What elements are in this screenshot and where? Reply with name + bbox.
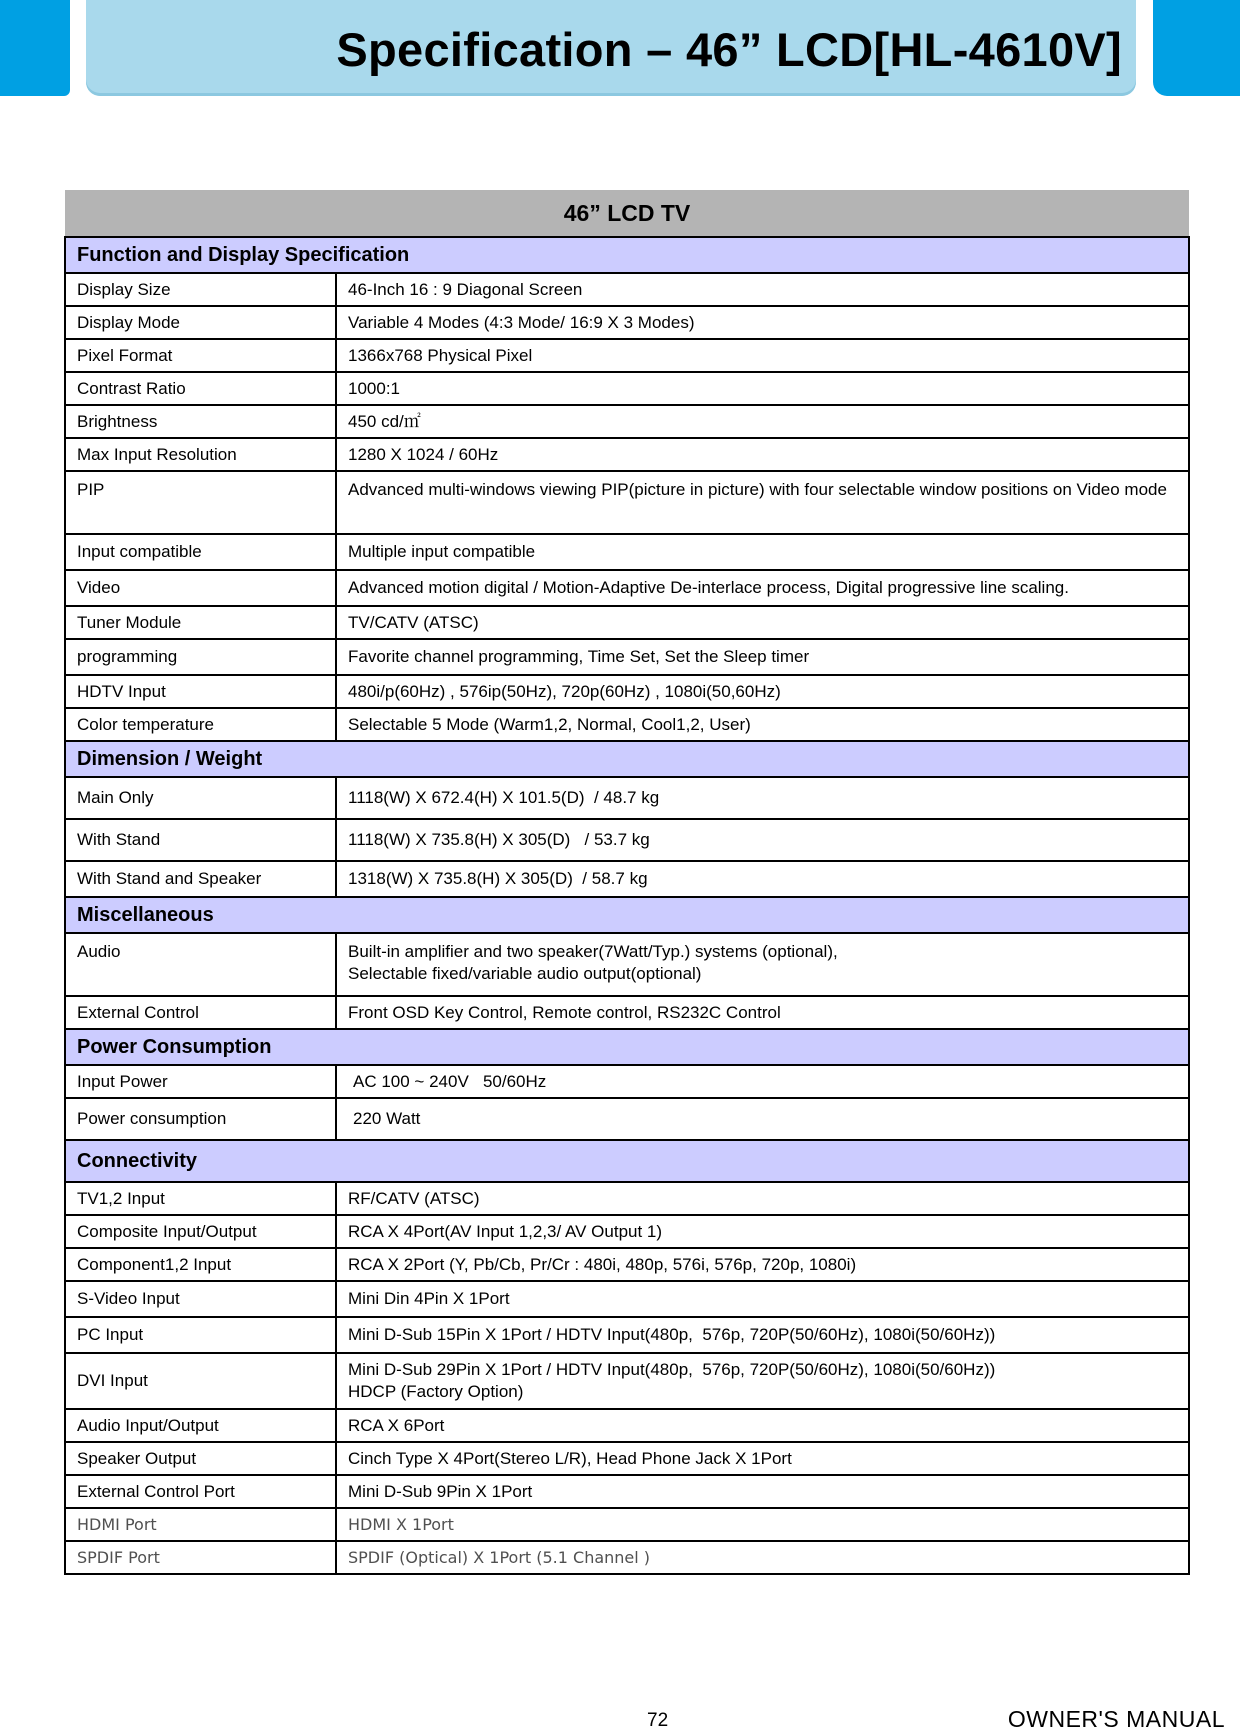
section-header-function-display — [65, 237, 1189, 273]
table-title-row — [65, 190, 1189, 237]
row-label: Main Only — [65, 777, 336, 819]
table-row — [65, 1353, 1189, 1409]
row-label: Power consumption — [65, 1098, 336, 1140]
section-header-power-consumption — [65, 1029, 1189, 1065]
table-row — [65, 606, 1189, 639]
row-label: External Control Port — [65, 1475, 336, 1508]
section-title: Function and Display Specification — [65, 237, 1189, 273]
row-value — [336, 933, 1189, 996]
section-title: Miscellaneous — [65, 897, 1189, 933]
row-label: PC Input — [65, 1317, 336, 1353]
row-label: Contrast Ratio — [65, 372, 336, 405]
row-label: PIP — [65, 471, 336, 534]
table-row — [65, 639, 1189, 675]
row-label: With Stand and Speaker — [65, 861, 336, 897]
row-label: Input compatible — [65, 534, 336, 570]
row-label: Max Input Resolution — [65, 438, 336, 471]
row-value: 1118(W) X 735.8(H) X 305(D) / 53.7 kg — [336, 819, 1189, 861]
row-label: External Control — [65, 996, 336, 1029]
table-row — [65, 861, 1189, 897]
table-row — [65, 1475, 1189, 1508]
table-row — [65, 438, 1189, 471]
table-row — [65, 1098, 1189, 1140]
row-label: DVI Input — [65, 1353, 336, 1409]
section-title: Dimension / Weight — [65, 741, 1189, 777]
section-title: Connectivity — [65, 1140, 1189, 1182]
row-label: TV1,2 Input — [65, 1182, 336, 1215]
row-value: Cinch Type X 4Port(Stereo L/R), Head Phone Jack X 1Port — [336, 1442, 1189, 1475]
table-row — [65, 1248, 1189, 1281]
table-row — [65, 1409, 1189, 1442]
table-row — [65, 675, 1189, 708]
table-row — [65, 777, 1189, 819]
table-row — [65, 570, 1189, 606]
table-row — [65, 1182, 1189, 1215]
table-row — [65, 471, 1189, 534]
row-label: Composite Input/Output — [65, 1215, 336, 1248]
row-value: Advanced multi-windows viewing PIP(picture in picture) with four selectable window positions on Video mode — [336, 471, 1189, 534]
table-row — [65, 306, 1189, 339]
row-label: Color temperature — [65, 708, 336, 741]
row-value: SPDIF (Optical) X 1Port (5.1 Channel ) — [336, 1541, 1189, 1574]
row-label: Brightness — [65, 405, 336, 438]
row-value: 1000:1 — [336, 372, 1189, 405]
row-value: RCA X 2Port (Y, Pb/Cb, Pr/Cr : 480i, 480p, 576i, 576p, 720p, 1080i) — [336, 1248, 1189, 1281]
row-value: 1118(W) X 672.4(H) X 101.5(D) / 48.7 kg — [336, 777, 1189, 819]
row-label: Display Size — [65, 273, 336, 306]
table-row — [65, 534, 1189, 570]
row-label: Component1,2 Input — [65, 1248, 336, 1281]
row-value: 1280 X 1024 / 60Hz — [336, 438, 1189, 471]
row-value: Selectable 5 Mode (Warm1,2, Normal, Cool1,2, User) — [336, 708, 1189, 741]
row-value: Advanced motion digital / Motion-Adaptive De-interlace process, Digital progressive line scaling. — [336, 570, 1189, 606]
row-value: Favorite channel programming, Time Set, Set the Sleep timer — [336, 639, 1189, 675]
row-label: Video — [65, 570, 336, 606]
table-row — [65, 1541, 1189, 1574]
section-title: Power Consumption — [65, 1029, 1189, 1065]
row-label: Speaker Output — [65, 1442, 336, 1475]
table-row — [65, 1508, 1189, 1541]
table-row — [65, 273, 1189, 306]
row-label: programming — [65, 639, 336, 675]
section-header-dimension-weight — [65, 741, 1189, 777]
row-value: HDMI X 1Port — [336, 1508, 1189, 1541]
row-label: SPDIF Port — [65, 1541, 336, 1574]
header-right-tab — [1153, 0, 1240, 96]
row-label: S-Video Input — [65, 1281, 336, 1317]
row-value: RF/CATV (ATSC) — [336, 1182, 1189, 1215]
row-value: 450 cd/㎡ — [336, 405, 1189, 438]
row-value: Mini D-Sub 9Pin X 1Port — [336, 1475, 1189, 1508]
row-value: Front OSD Key Control, Remote control, RS232C Control — [336, 996, 1189, 1029]
row-value: RCA X 4Port(AV Input 1,2,3/ AV Output 1) — [336, 1215, 1189, 1248]
table-row — [65, 933, 1189, 996]
table-row — [65, 1215, 1189, 1248]
row-value: Variable 4 Modes (4:3 Mode/ 16:9 X 3 Modes) — [336, 306, 1189, 339]
row-value: Mini D-Sub 15Pin X 1Port / HDTV Input(480p, 576p, 720P(50/60Hz), 1080i(50/60Hz)) — [336, 1317, 1189, 1353]
row-value-line: Mini D-Sub 29Pin X 1Port / HDTV Input(480p, 576p, 720P(50/60Hz), 1080i(50/60Hz)) — [348, 1360, 996, 1379]
header-banner — [86, 0, 1136, 96]
row-label: HDTV Input — [65, 675, 336, 708]
row-value: 46-Inch 16 : 9 Diagonal Screen — [336, 273, 1189, 306]
row-label: Tuner Module — [65, 606, 336, 639]
row-label: With Stand — [65, 819, 336, 861]
row-value: 1366x768 Physical Pixel — [336, 339, 1189, 372]
row-value: 220 Watt — [336, 1098, 1189, 1140]
row-value: Multiple input compatible — [336, 534, 1189, 570]
row-label: Display Mode — [65, 306, 336, 339]
spec-table — [64, 190, 1188, 1575]
row-value-line: Built-in amplifier and two speaker(7Watt/Typ.) systems (optional), — [348, 942, 838, 961]
page-title: Specification – 46” LCD[HL-4610V] — [336, 23, 1122, 76]
footer-label: OWNER'S MANUAL — [1007, 1706, 1225, 1732]
header-left-tab — [0, 0, 70, 96]
table-row — [65, 339, 1189, 372]
table-row — [65, 372, 1189, 405]
table-row — [65, 1442, 1189, 1475]
row-value: Mini Din 4Pin X 1Port — [336, 1281, 1189, 1317]
row-label: Audio — [65, 933, 336, 996]
page-number: 72 — [647, 1710, 669, 1731]
table-row — [65, 1281, 1189, 1317]
table-row — [65, 1317, 1189, 1353]
row-value: 480i/p(60Hz) , 576ip(50Hz), 720p(60Hz) , 1080i(50,60Hz) — [336, 675, 1189, 708]
row-label: Input Power — [65, 1065, 336, 1098]
table-row — [65, 708, 1189, 741]
table-row — [65, 1065, 1189, 1098]
table-title: 46” LCD TV — [65, 190, 1189, 237]
row-value: AC 100 ~ 240V 50/60Hz — [336, 1065, 1189, 1098]
table-row — [65, 405, 1189, 438]
row-value-line: HDCP (Factory Option) — [348, 1382, 524, 1401]
row-value: TV/CATV (ATSC) — [336, 606, 1189, 639]
row-value: RCA X 6Port — [336, 1409, 1189, 1442]
section-header-connectivity — [65, 1140, 1189, 1182]
table-row — [65, 819, 1189, 861]
row-value: 1318(W) X 735.8(H) X 305(D) / 58.7 kg — [336, 861, 1189, 897]
section-header-miscellaneous — [65, 897, 1189, 933]
table-row — [65, 996, 1189, 1029]
row-label: Pixel Format — [65, 339, 336, 372]
row-label: Audio Input/Output — [65, 1409, 336, 1442]
row-value-line: Selectable fixed/variable audio output(optional) — [348, 964, 702, 983]
row-label: HDMI Port — [65, 1508, 336, 1541]
row-value — [336, 1353, 1189, 1409]
